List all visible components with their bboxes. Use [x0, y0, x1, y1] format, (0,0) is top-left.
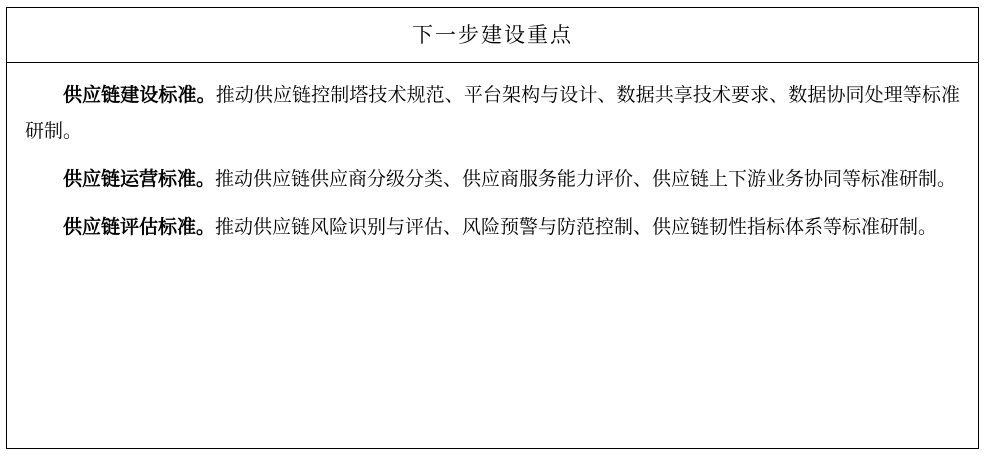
table-header-row — [7, 8, 978, 63]
paragraph-construction-standards — [25, 77, 960, 149]
table-title: 下一步建设重点 — [412, 22, 573, 47]
paragraph-lead-operation: 供应链运营标准。 — [63, 168, 216, 190]
paragraph-text-evaluation: 推动供应链风险识别与评估、风险预警与防范控制、供应链韧性指标体系等标准研制。 — [215, 216, 938, 238]
paragraph-operation-standards — [25, 161, 960, 197]
paragraph-text-operation: 推动供应链供应商分级分类、供应商服务能力评价、供应链上下游业务协同等标准研制。 — [215, 168, 957, 190]
paragraph-text-construction: 推动供应链控制塔技术规范、平台架构与设计、数据共享技术要求、数据协同处理等标准研制。 — [25, 84, 960, 142]
table-body-cell — [7, 63, 978, 448]
paragraph-lead-evaluation: 供应链评估标准。 — [63, 216, 216, 238]
content-table — [6, 7, 979, 449]
paragraph-lead-construction: 供应链建设标准。 — [63, 84, 216, 106]
paragraph-evaluation-standards — [25, 209, 960, 245]
